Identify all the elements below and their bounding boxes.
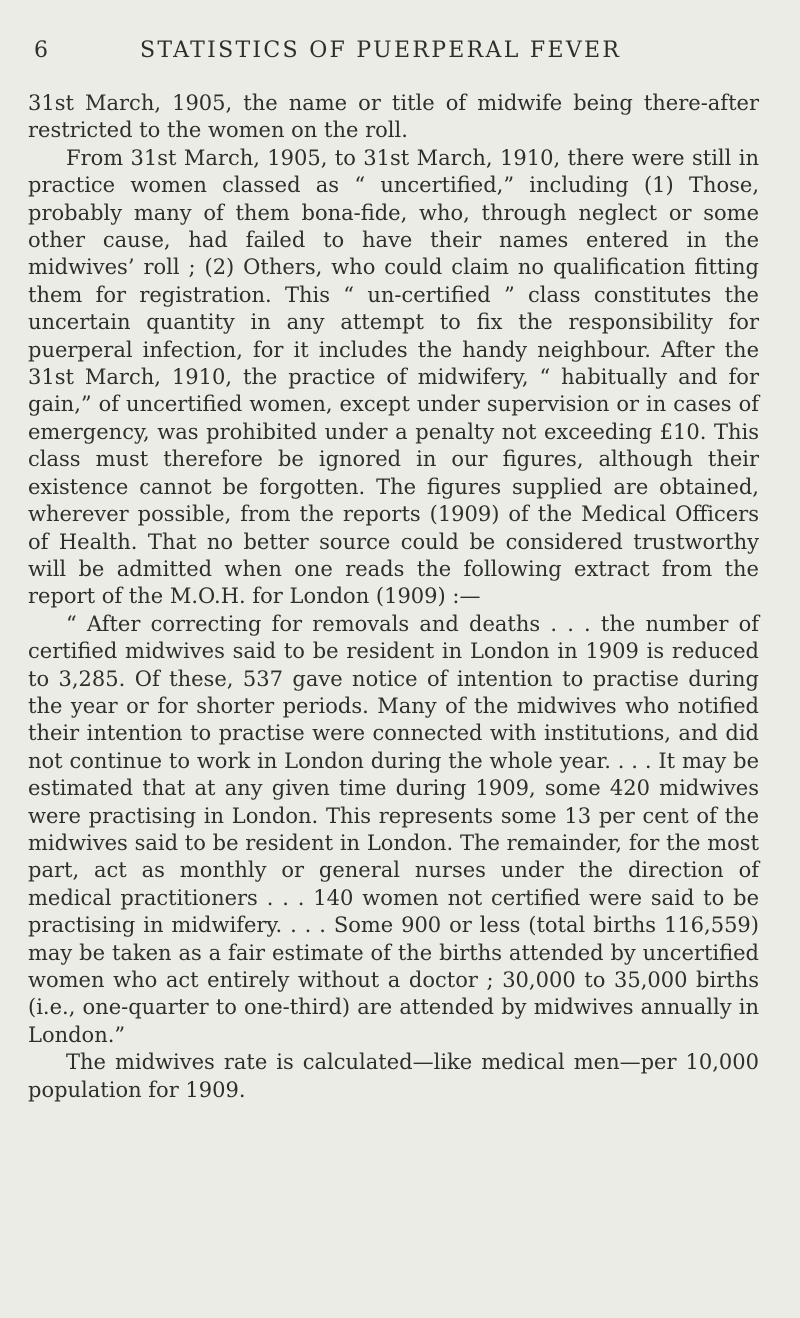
running-title: STATISTICS OF PUERPERAL FEVER (140, 38, 622, 63)
running-head (28, 38, 759, 78)
paragraph-uncertified-women: From 31st March, 1905, to 31st March, 1910, there were still in practice women classed as “ uncertified,” including (1) Those, probably many of them bona-fide, who, through neglect or some other cause, had failed to have their names entered in the midwives’ roll ; (2) Others, who could claim no qualification fitting them for registration. This “ un-certified ” class constitutes the uncertain quantity in any attempt to fix the responsibility for puerperal infection, for it includes the handy neighbour. After the 31st March, 1910, the practice of midwifery, “ habitually and for gain,” of uncertified women, except under supervision or in cases of emergency, was prohibited under a penalty not exceeding £10. This class must therefore be ignored in our figures, although their existence cannot be forgotten. The figures supplied are obtained, wherever possible, from the reports (1909) of the Medical Officers of Health. That no better source could be considered trustworthy will be admitted when one reads the following extract from the report of the M.O.H. for London (1909) :— (28, 145, 759, 609)
page-number: 6 (34, 38, 48, 63)
paragraph-continuation: 31st March, 1905, the name or title of midwife being there-after restricted to the women on the roll. (28, 91, 759, 143)
paragraph-midwives-rate: The midwives rate is calculated—like medical men—per 10,000 population for 1909. (28, 1050, 759, 1102)
paragraph-moh-extract: “ After correcting for removals and deaths . . . the number of certified midwives said to be resident in London in 1909 is reduced to 3,285. Of these, 537 gave notice of intention to practise during the year or for shorter periods. Many of the midwives who notified their intention to practise were connected with institutions, and did not continue to work in London during the whole year. . . . It may be estimated that at any given time during 1909, some 420 midwives were practising in London. This represents some 13 per cent of the midwives said to be resident in London. The remainder, for the most part, act as monthly or general nurses under the direction of medical practitioners . . . 140 women not certified were said to be practising in midwifery. . . . Some 900 or less (total births 116,559) may be taken as a fair estimate of the births attended by uncertified women who act entirely without a doctor ; 30,000 to 35,000 births (i.e., one-quarter to one-third) are attended by midwives annually in London.” (28, 611, 759, 1047)
